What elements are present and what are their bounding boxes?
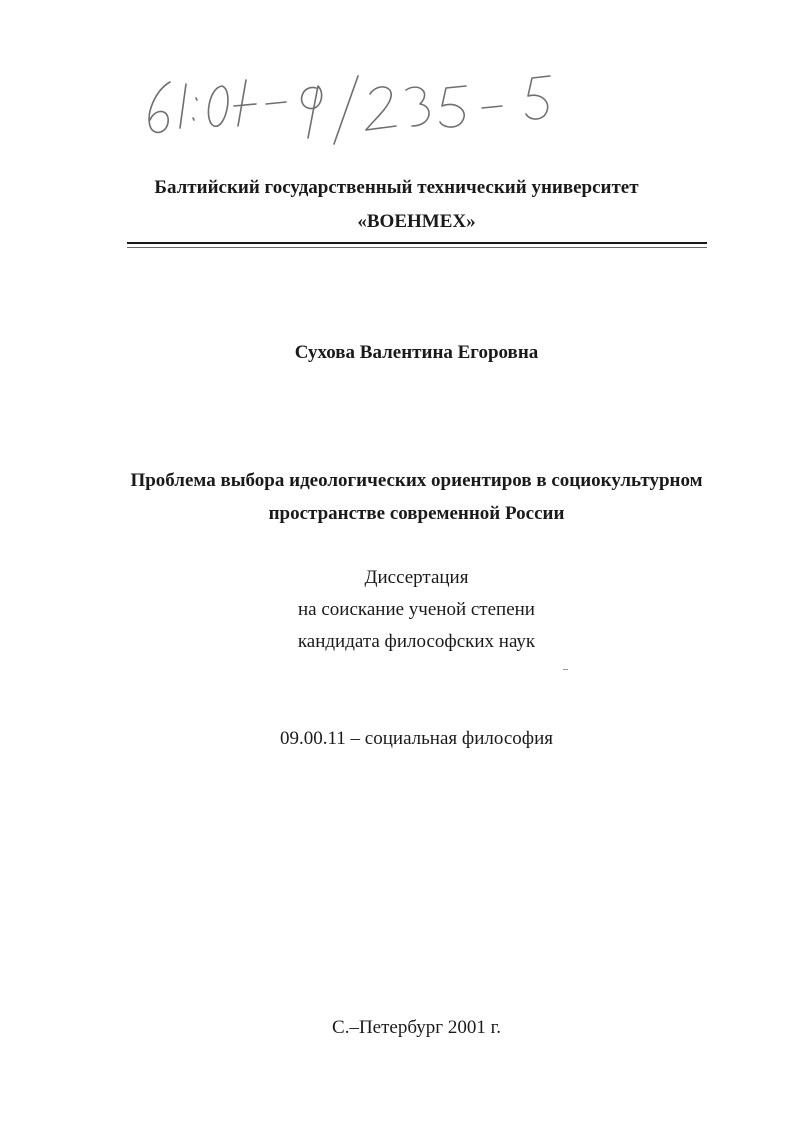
specialty-code: 09.00.11 – социальная философия (280, 728, 553, 749)
handwritten-archive-number (130, 60, 590, 150)
institution-name: Балтийский государственный технический университет (154, 177, 639, 198)
header-divider-thin (127, 247, 707, 248)
author-name: Сухова Валентина Егоровна (294, 342, 539, 363)
dissertation-title-line-2: пространстве современной России (268, 503, 565, 524)
dissertation-title-line-1: Проблема выбора идеологических ориентиров в социокультурном (130, 470, 703, 491)
handwritten-archive-number-image (130, 60, 590, 150)
institution-short-name: «ВОЕНМЕХ» (357, 211, 476, 232)
scan-speck (563, 669, 568, 670)
header-divider (127, 242, 707, 244)
degree-line-2: кандидата философских наук (297, 631, 536, 652)
city-and-year: С.–Петербург 2001 г. (332, 1017, 501, 1038)
degree-line-1: на соискание ученой степени (298, 599, 535, 620)
document-type: Диссертация (364, 567, 469, 588)
